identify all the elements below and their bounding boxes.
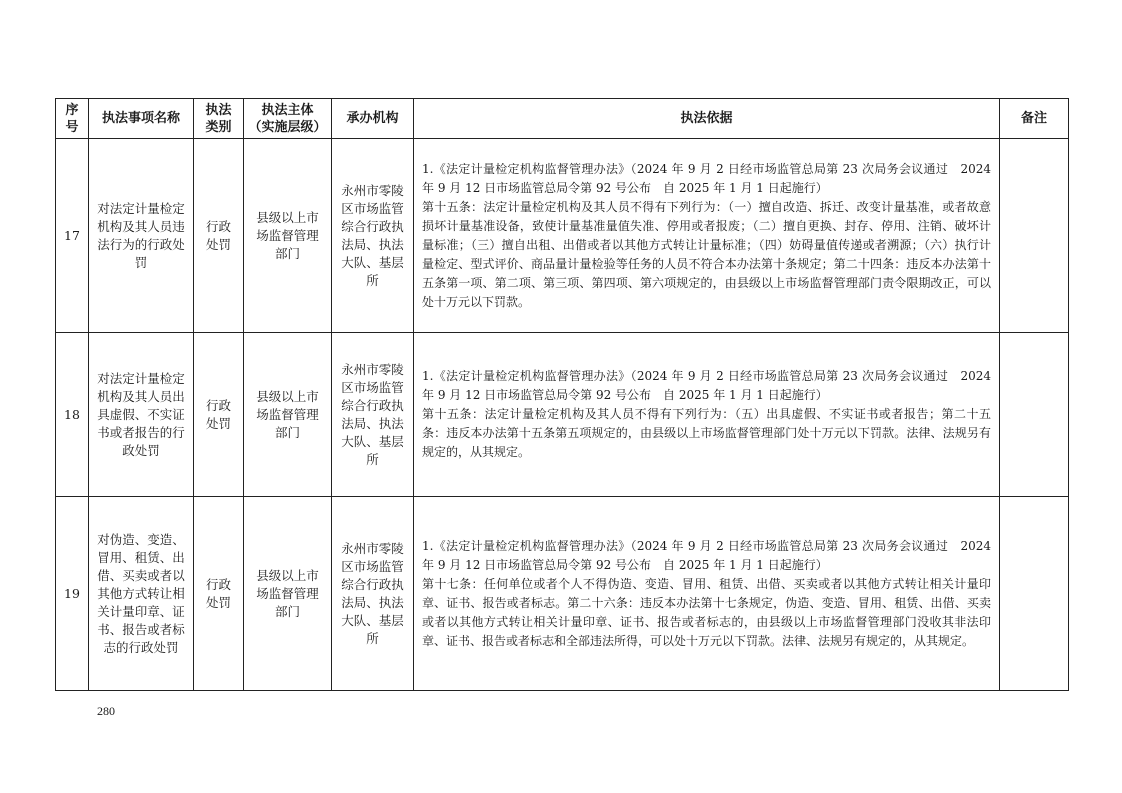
basis-source: 1.《法定计量检定机构监督管理办法》（2024 年 9 月 2 日经市场监管总局第 23 次局务会议通过 2024 年 9 月 12 日市场监管总局令第 92 号公布 自 2025 年 1 月 1 日起施行） xyxy=(422,369,991,402)
cell-item-name: 对法定计量检定机构及其人员违法行为的行政处罚 xyxy=(89,139,194,333)
cell-remark xyxy=(1000,139,1069,333)
table-row xyxy=(56,497,1069,691)
header-seq: 序号 xyxy=(56,99,89,139)
basis-articles: 第十五条：法定计量检定机构及其人员不得有下列行为：（一）擅自改造、拆迁、改变计量基准，或者故意损坏计量基准设备，致使计量基准量值失准、停用或者报废；（二）擅自更换、封存、停用、注销、破坏计量标准；（三）擅自出租、出借或者以其他方式转让计量标准；（四）妨碍量值传递或者溯源；（六）执行计量检定、型式评价、商品量计量检验等任务的人员不符合本办法第十条规定；第二十四条：违反本办法第十五条第一项、第二项、第三项、第四项、第六项规定的，由县级以上市场监督管理部门责令限期改正，可以处十万元以下罚款。 xyxy=(422,199,991,309)
cell-seq: 17 xyxy=(56,139,89,333)
cell-category: 行政处罚 xyxy=(194,333,244,497)
header-item-name: 执法事项名称 xyxy=(89,99,194,139)
cell-agency: 永州市零陵区市场监管综合行政执法局、执法大队、基层所 xyxy=(332,139,414,333)
cell-remark xyxy=(1000,497,1069,691)
cell-subject: 县级以上市场监督管理部门 xyxy=(244,139,332,333)
header-remark: 备注 xyxy=(1000,99,1069,139)
header-subject-line1: 执法主体 xyxy=(261,102,314,118)
header-agency: 承办机构 xyxy=(332,99,414,139)
table-row xyxy=(56,139,1069,333)
cell-remark xyxy=(1000,333,1069,497)
header-basis: 执法依据 xyxy=(414,99,1000,139)
page-number: 280 xyxy=(97,704,115,718)
table-row xyxy=(56,333,1069,497)
cell-basis xyxy=(414,497,1000,691)
enforcement-items-table xyxy=(55,98,1069,691)
cell-seq: 18 xyxy=(56,333,89,497)
cell-basis xyxy=(414,333,1000,497)
cell-category: 行政处罚 xyxy=(194,497,244,691)
cell-agency: 永州市零陵区市场监管综合行政执法局、执法大队、基层所 xyxy=(332,333,414,497)
table-header-row xyxy=(56,99,1069,139)
cell-item-name: 对法定计量检定机构及其人员出具虚假、不实证书或者报告的行政处罚 xyxy=(89,333,194,497)
basis-articles: 第十五条：法定计量检定机构及其人员不得有下列行为：（五）出具虚假、不实证书或者报告；第二十五条：违反本办法第十五条第五项规定的，由县级以上市场监督管理部门处十万元以下罚款。法律、法规另有规定的，从其规定。 xyxy=(422,407,991,459)
cell-basis xyxy=(414,139,1000,333)
basis-source: 1.《法定计量检定机构监督管理办法》（2024 年 9 月 2 日经市场监管总局第 23 次局务会议通过 2024 年 9 月 12 日市场监管总局令第 92 号公布 自 2025 年 1 月 1 日起施行） xyxy=(422,161,991,195)
basis-source: 1.《法定计量检定机构监督管理办法》（2024 年 9 月 2 日经市场监管总局第 23 次局务会议通过 2024 年 9 月 12 日市场监管总局令第 92 号公布 自 2025 年 1 月 1 日起施行） xyxy=(422,538,991,572)
cell-item-name: 对伪造、变造、冒用、租赁、出借、买卖或者以其他方式转让相关计量印章、证书、报告或者标志的行政处罚 xyxy=(89,497,194,691)
cell-category: 行政处罚 xyxy=(194,139,244,333)
header-subject-line2: （实施层级） xyxy=(248,119,327,135)
header-subject xyxy=(244,99,332,139)
cell-subject: 县级以上市场监督管理部门 xyxy=(244,333,332,497)
basis-articles: 第十七条：任何单位或者个人不得伪造、变造、冒用、租赁、出借、买卖或者以其他方式转让相关计量印章、证书、报告或者标志。第二十六条：违反本办法第十七条规定，伪造、变造、冒用、租赁、出借、买卖或者以其他方式转让相关计量印章、证书、报告或者标志的，由县级以上市场监督管理部门没收其非法印章、证书、报告或者标志和全部违法所得，可以处十万元以下罚款。法律、法规另有规定的，从其规定。 xyxy=(422,576,991,648)
cell-subject: 县级以上市场监督管理部门 xyxy=(244,497,332,691)
cell-seq: 19 xyxy=(56,497,89,691)
cell-agency: 永州市零陵区市场监管综合行政执法局、执法大队、基层所 xyxy=(332,497,414,691)
header-category: 执法类别 xyxy=(194,99,244,139)
